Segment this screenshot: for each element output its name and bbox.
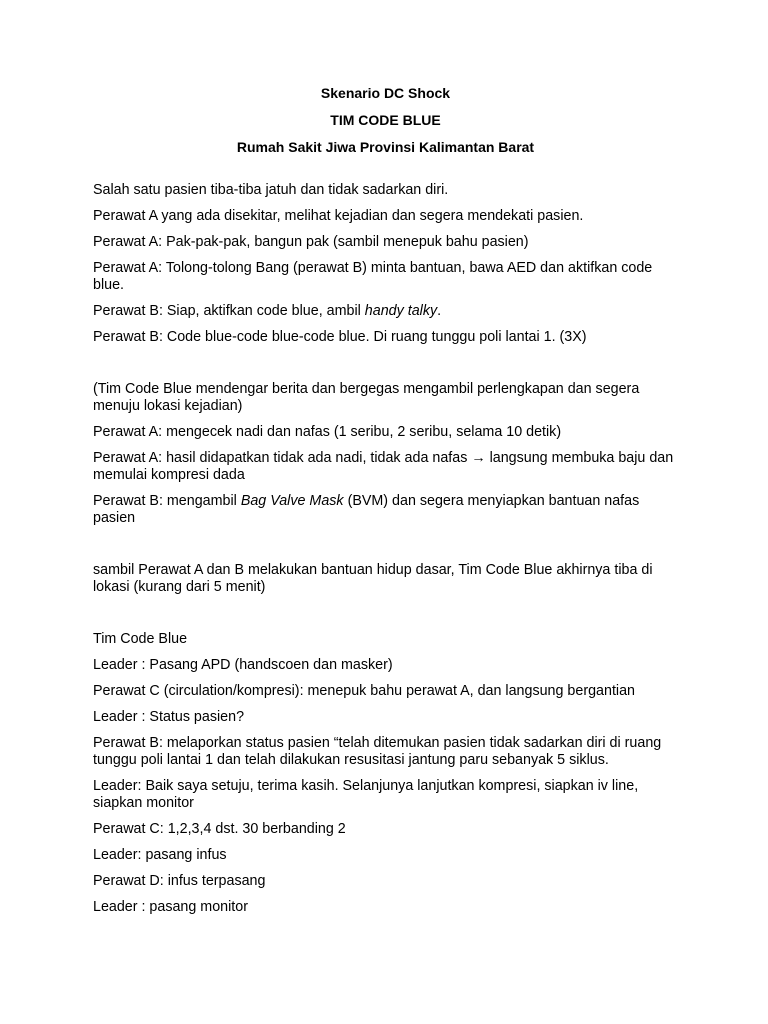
spacer — [93, 355, 678, 381]
paragraph-5-end: . — [437, 303, 442, 319]
paragraph-5 — [93, 303, 678, 320]
paragraph-10-text: Perawat B: mengambil — [93, 493, 241, 509]
paragraph-14: Perawat C (circulation/kompresi): menepuk bahu perawat A, dan langsung bergantian — [93, 683, 636, 699]
document-title: Skenario DC Shock — [320, 85, 451, 101]
paragraph-9: Perawat A: hasil didapatkan tidak ada nadi, tidak ada nafas → langsung membuka baju dan memulai kompresi dada — [93, 450, 674, 483]
paragraph-18: Perawat C: 1,2,3,4 dst. 30 berbanding 2 — [93, 821, 346, 837]
paragraph-2: Perawat A yang ada disekitar, melihat kejadian dan segera mendekati pasien. — [93, 208, 584, 224]
paragraph-6: Perawat B: Code blue-code blue-code blue. Di ruang tunggu poli lantai 1. (3X) — [93, 329, 587, 345]
paragraph-16: Perawat B: melaporkan status pasien “telah ditemukan pasien tidak sadarkan diri di ruang tunggu poli lantai 1 dan telah dilakukan resusitasi jantung paru sebanyak 5 siklus. — [93, 735, 662, 768]
document-subtitle-hospital: Rumah Sakit Jiwa Provinsi Kalimantan Barat — [236, 139, 535, 155]
paragraph-11: sambil Perawat A dan B melakukan bantuan hidup dasar, Tim Code Blue akhirnya tiba di lokasi (kurang dari 5 menit) — [93, 562, 653, 595]
paragraph-7: (Tim Code Blue mendengar berita dan bergegas mengambil perlengkapan dan segera menuju lokasi kejadian) — [93, 381, 640, 414]
paragraph-17: Leader: Baik saya setuju, terima kasih. Selanjunya lanjutkan kompresi, siapkan iv line, siapkan monitor — [93, 778, 639, 811]
paragraph-8: Perawat A: mengecek nadi dan nafas (1 seribu, 2 seribu, selama 10 detik) — [93, 424, 562, 440]
spacer — [93, 605, 678, 631]
paragraph-3: Perawat A: Pak-pak-pak, bangun pak (sambil menepuk bahu pasien) — [93, 234, 529, 250]
paragraph-20: Perawat D: infus terpasang — [93, 873, 266, 889]
paragraph-21: Leader : pasang monitor — [93, 899, 248, 915]
paragraph-13: Leader : Pasang APD (handscoen dan masker) — [93, 657, 393, 673]
paragraph-4: Perawat A: Tolong-tolong Bang (perawat B) minta bantuan, bawa AED dan aktifkan code blue. — [93, 260, 653, 293]
paragraph-10 — [93, 493, 678, 527]
paragraph-12: Tim Code Blue — [93, 631, 188, 647]
paragraph-10-end: (BVM) dan segera menyiapkan bantuan nafas pasien — [93, 493, 640, 526]
document-subtitle-team: TIM CODE BLUE — [330, 112, 441, 128]
paragraph-15: Leader : Status pasien? — [93, 709, 245, 725]
paragraph-5-text: Perawat B: Siap, aktifkan code blue, ambil — [93, 303, 365, 319]
paragraph-5-italic: handy talky — [364, 303, 438, 319]
paragraph-19: Leader: pasang infus — [93, 847, 227, 863]
spacer — [93, 536, 678, 562]
paragraph-10-italic: Bag Valve Mask — [240, 493, 344, 509]
paragraph-1: Salah satu pasien tiba-tiba jatuh dan tidak sadarkan diri. — [93, 182, 449, 198]
